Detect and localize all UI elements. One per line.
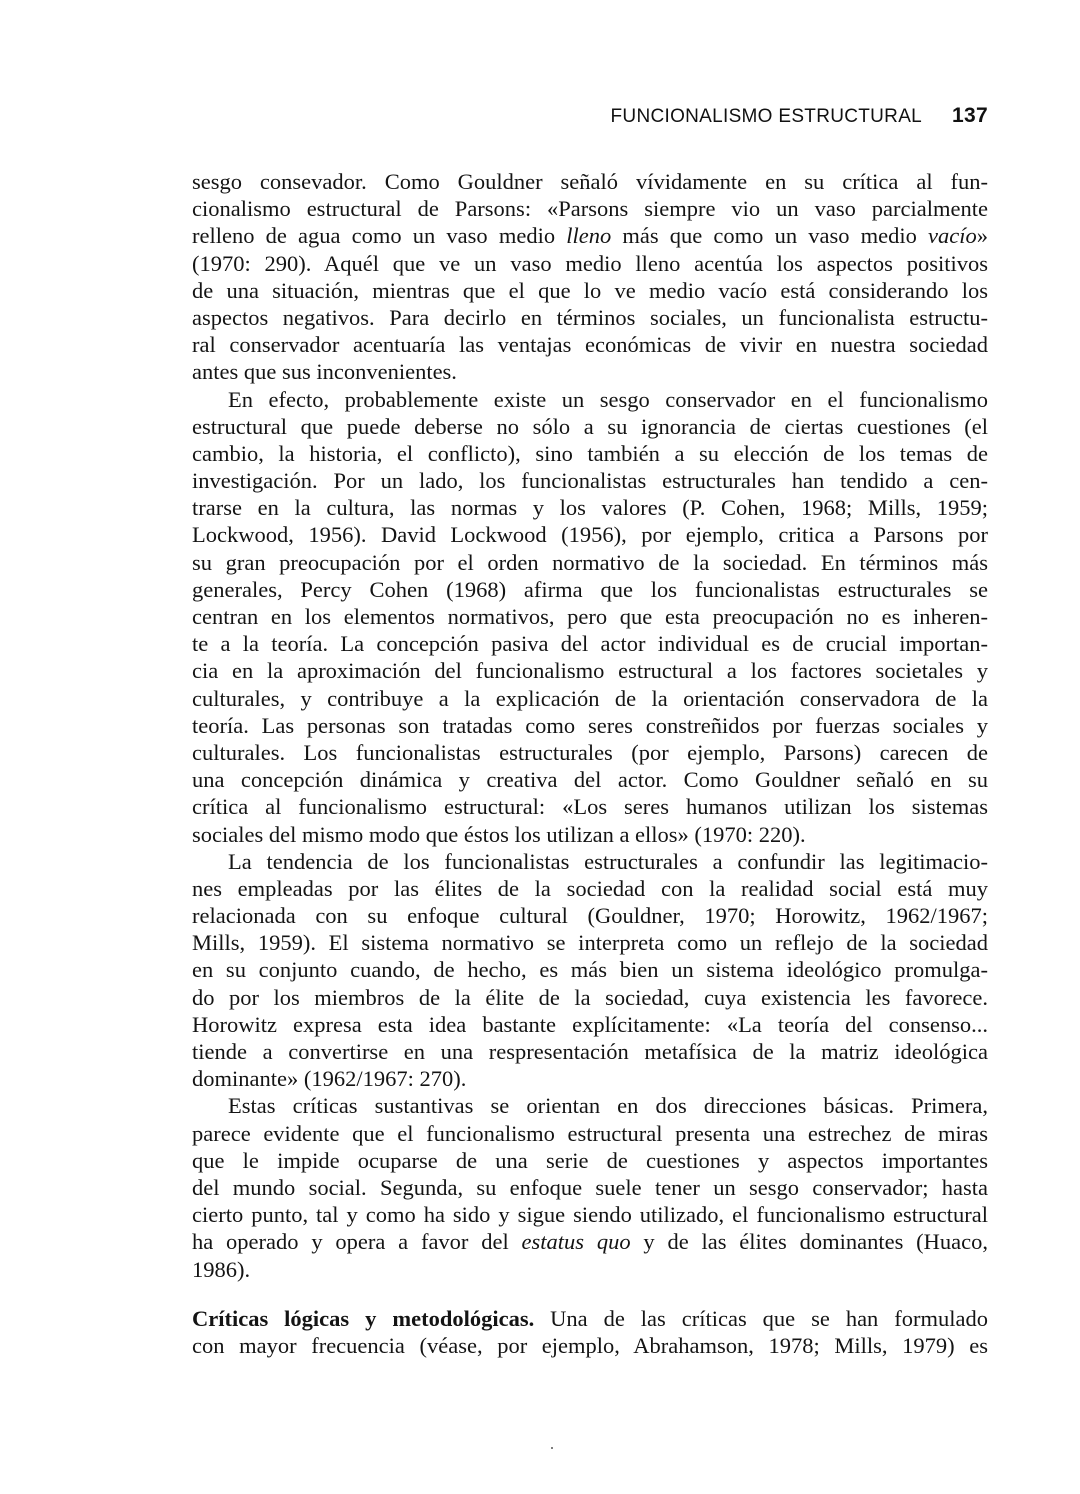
text-line [192, 821, 988, 848]
text-run: ha operado y opera a favor del [192, 1229, 522, 1255]
scan-speck [551, 1447, 553, 1449]
text-run: más que como un vaso medio [611, 223, 929, 249]
text-line [192, 549, 988, 576]
text-run: En efecto, probablemente existe un sesgo conservador en el funcionalismo [228, 386, 988, 412]
text-run: aspectos negativos. Para decirlo en términos sociales, un funcionalista estructu- [192, 304, 988, 330]
text-run: estructural que puede deberse no sólo a su ignorancia de ciertas cuestiones (el [192, 413, 988, 439]
text-run: Horowitz expresa esta idea bastante explícitamente: «La teoría del consenso... [192, 1011, 988, 1037]
paragraph [192, 1092, 988, 1282]
text-run: dominante» (1962/1967: 270). [192, 1066, 467, 1092]
text-line [192, 1305, 988, 1332]
text-line [192, 304, 988, 331]
section-gap [192, 1283, 988, 1305]
text-run: sociales del mismo modo que éstos los utilizan a ellos» (1970: 220). [192, 821, 806, 847]
text-line [192, 1120, 988, 1147]
text-run: centran en los elementos normativos, pero que esta preocupación no es inheren- [192, 604, 988, 629]
body-text [192, 168, 988, 1359]
text-run: crítica al funcionalismo estructural: «Los seres humanos utilizan los sistemas [192, 794, 988, 820]
text-run: investigación. Por un lado, los funcionalistas estructurales han tendido a cen- [192, 468, 988, 494]
text-line [192, 739, 988, 766]
text-line [192, 413, 988, 440]
text-line [192, 386, 988, 413]
text-run: parece evidente que el funcionalismo estructural presenta una estrechez de miras [192, 1120, 988, 1146]
text-line [192, 1092, 988, 1119]
text-line [192, 494, 988, 521]
text-line [192, 467, 988, 494]
text-line [192, 984, 988, 1011]
text-run: Estas críticas sustantivas se orientan en dos direcciones básicas. Primera, [228, 1093, 988, 1119]
text-run: de una situación, mientras que el que lo ve medio vacío está considerando los [192, 277, 988, 303]
running-header [611, 104, 988, 128]
text-run: 1986). [192, 1256, 251, 1282]
text-line [192, 1332, 988, 1359]
text-run: relleno de agua como un vaso medio [192, 223, 567, 249]
text-line [192, 848, 988, 875]
text-line [192, 277, 988, 304]
text-line [192, 521, 988, 548]
text-line [192, 630, 988, 657]
text-run: culturales. Los funcionalistas estructurales (por ejemplo, Parsons) carecen de [192, 739, 988, 765]
text-run: ral conservador acentuaría las ventajas económicas de vivir en nuestra sociedad [192, 332, 988, 358]
text-line [192, 766, 988, 793]
page-number: 137 [952, 104, 988, 127]
italic-term: lleno [566, 223, 612, 249]
text-run: su gran preocupación por el orden normativo de la sociedad. En términos más [192, 549, 988, 575]
text-line [192, 1038, 988, 1065]
text-run: (1970: 290). Aquél que ve un vaso medio lleno acentúa los aspectos positivos [192, 250, 988, 276]
text-run: te a la teoría. La concepción pasiva del actor individual es de crucial importan- [192, 631, 988, 657]
text-line [192, 576, 988, 603]
text-run: que le impide ocuparse de una serie de cuestiones y aspectos importantes [192, 1147, 988, 1173]
text-line [192, 902, 988, 929]
paragraph [192, 386, 988, 848]
text-line [192, 331, 988, 358]
text-run: del mundo social. Segunda, su enfoque suele tener un sesgo conservador; hasta [192, 1174, 988, 1200]
text-run: do por los miembros de la élite de la sociedad, cuya existencia les favorece. [192, 984, 988, 1010]
text-run: » [976, 223, 988, 249]
text-line [192, 1065, 988, 1092]
text-line [192, 250, 988, 277]
text-line [192, 685, 988, 712]
text-line [192, 222, 988, 249]
text-line [192, 603, 988, 630]
text-line [192, 929, 988, 956]
text-run: culturales, y contribuye a la explicación de la orientación conservadora de la [192, 685, 988, 711]
text-run: Una de las críticas que se han formulado [534, 1305, 988, 1331]
section-heading-paragraph [192, 1305, 988, 1359]
text-run: Mills, 1959). El sistema normativo se interpreta como un reflejo de la sociedad [192, 930, 988, 956]
text-line [192, 168, 988, 195]
text-line [192, 956, 988, 983]
text-line [192, 1228, 988, 1255]
text-run: tiende a convertirse en una respresentación metafísica de la matriz ideológica [192, 1039, 988, 1064]
text-line [192, 1256, 988, 1283]
running-title: FUNCIONALISMO ESTRUCTURAL [610, 106, 923, 127]
text-run: trarse en la cultura, las normas y los valores (P. Cohen, 1968; Mills, 1959; [192, 495, 988, 521]
italic-term: vacío [928, 223, 977, 249]
text-line [192, 657, 988, 684]
text-line [192, 1147, 988, 1174]
text-line [192, 793, 988, 820]
text-run: sesgo consevador. Como Gouldner señaló vívidamente en su crítica al fun- [192, 169, 988, 194]
italic-term: estatus quo [521, 1229, 631, 1255]
text-run: cierto punto, tal y como ha sido y sigue siendo utilizado, el funcionalismo estructural [192, 1202, 988, 1228]
text-line [192, 1011, 988, 1038]
text-run: con mayor frecuencia (véase, por ejemplo, Abrahamson, 1978; Mills, 1979) es [192, 1332, 988, 1358]
text-line [192, 195, 988, 222]
text-run: una concepción dinámica y creativa del actor. Como Gouldner señaló en su [192, 767, 988, 793]
paragraph [192, 168, 988, 386]
text-line [192, 875, 988, 902]
text-run: antes que sus inconvenientes. [192, 359, 457, 385]
text-line [192, 358, 988, 385]
text-line [192, 1201, 988, 1228]
text-run: La tendencia de los funcionalistas estructurales a confundir las legitimacio- [228, 848, 988, 874]
text-run: Lockwood, 1956). David Lockwood (1956), por ejemplo, critica a Parsons por [192, 522, 988, 548]
text-line [192, 440, 988, 467]
text-line [192, 712, 988, 739]
text-run: cia en la aproximación del funcionalismo estructural a los factores societales y [192, 658, 988, 684]
text-run: relacionada con su enfoque cultural (Gouldner, 1970; Horowitz, 1962/1967; [192, 903, 988, 929]
text-run: y de las élites dominantes (Huaco, [630, 1229, 988, 1255]
paragraph [192, 848, 988, 1093]
text-run: cionalismo estructural de Parsons: «Parsons siempre vio un vaso parcialmente [192, 196, 988, 222]
text-run: teoría. Las personas son tratadas como seres constreñidos por fuerzas sociales y [192, 712, 988, 738]
text-run: en su conjunto cuando, de hecho, es más bien un sistema ideológico promulga- [192, 957, 988, 983]
text-line [192, 1174, 988, 1201]
text-run: cambio, la historia, el conflicto), sino también a su elección de los temas de [192, 440, 988, 466]
text-run: generales, Percy Cohen (1968) afirma que los funcionalistas estructurales se [192, 576, 988, 602]
text-run: nes empleadas por las élites de la sociedad con la realidad social está muy [192, 875, 988, 901]
section-heading: Críticas lógicas y metodológicas. [192, 1305, 535, 1331]
